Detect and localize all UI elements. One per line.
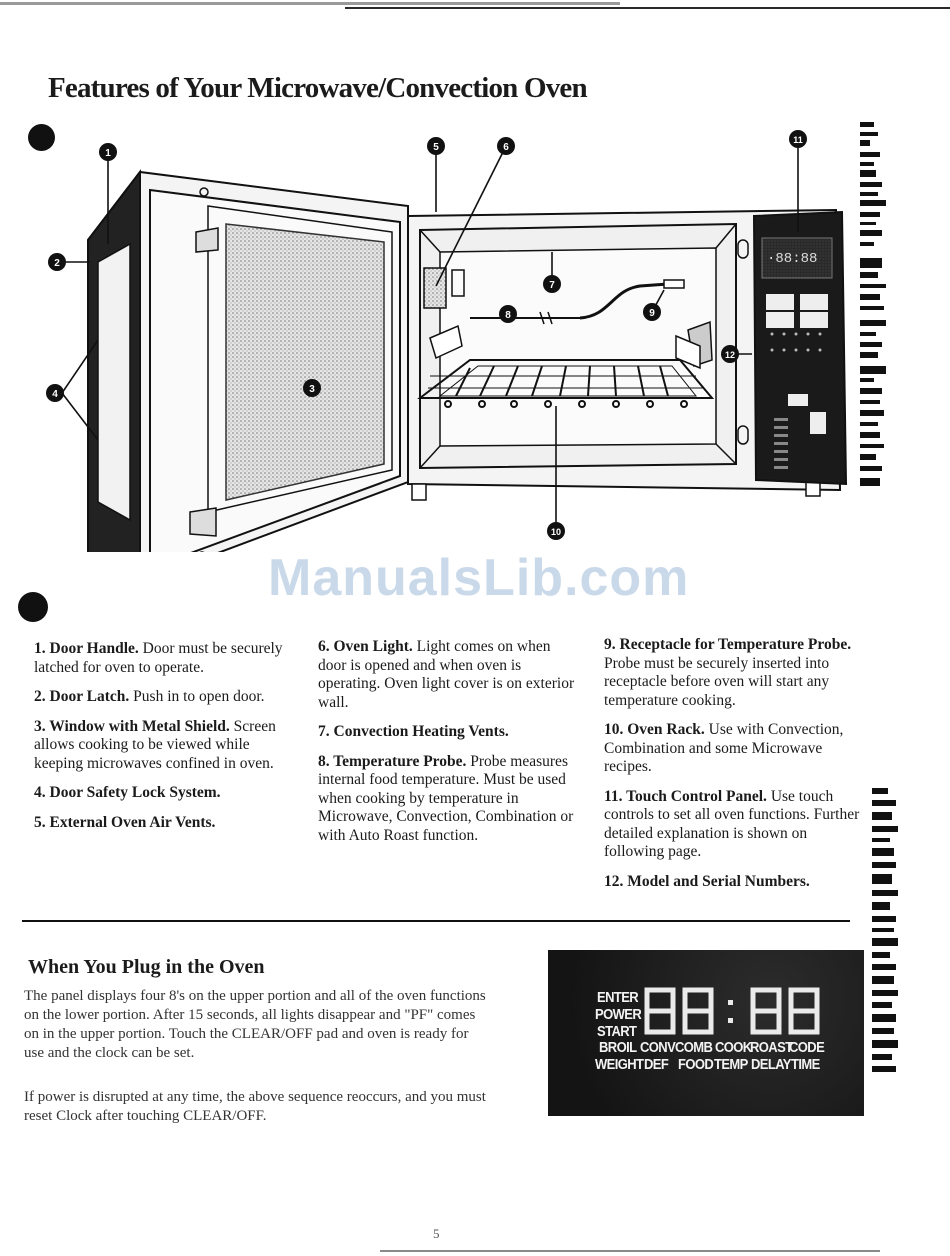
callout-label: 12 <box>724 350 736 360</box>
feature-item <box>34 718 296 774</box>
feature-item <box>34 640 296 677</box>
panel-label-broil: BROIL <box>599 1038 637 1056</box>
callout-label: 7 <box>549 280 555 291</box>
panel-label-code: CODE <box>789 1038 825 1056</box>
callout-12 <box>721 345 739 363</box>
section-paragraph: If power is disrupted at any time, the above sequence reoccurs, and you must reset Clock after touching CLEAR/OFF. <box>24 1089 486 1124</box>
feature-title: 12. Model and Serial Numbers. <box>604 872 810 890</box>
section-divider <box>22 920 850 922</box>
callout-4 <box>46 384 64 402</box>
feature-column-1 <box>34 640 296 843</box>
callout-3 <box>303 379 321 397</box>
watermark: ManualsLib.com <box>268 549 690 607</box>
feature-text: Probe measures internal food temperature. Must be used when cooking by temperature in Microwave, Convection, Combination or with Auto Roast function. <box>318 752 574 844</box>
callout-label: 3 <box>309 384 315 395</box>
feature-title: 4. Door Safety Lock System. <box>34 784 221 801</box>
bottom-scan-border <box>380 1250 880 1252</box>
feature-column-3 <box>604 636 866 902</box>
binder-hole-bottom <box>18 592 48 622</box>
panel-label-conv: CONV <box>640 1038 676 1056</box>
callout-7 <box>543 275 561 293</box>
panel-label-weight: WEIGHT <box>595 1055 644 1073</box>
feature-text: Door must be securely latched for oven to operate. <box>34 640 283 676</box>
page-number: 5 <box>433 1226 440 1241</box>
feature-text: Push in to open door. <box>129 688 265 705</box>
panel-label-time: TIME <box>791 1055 820 1073</box>
section-paragraph: The panel displays four 8's on the upper portion and all of the oven functions on the lower portion. After 15 seconds, all lights disappear and "PF" comes on in the upper portion. Touch the CLEAR/OFF pad and oven is ready for use and the clock can be set. <box>24 988 486 1061</box>
feature-title: 9. Receptacle for Temperature Probe. <box>604 636 852 653</box>
callout-label: 1 <box>105 148 111 159</box>
panel-label-food: FOOD <box>678 1055 714 1073</box>
panel-label-enter: ENTER <box>597 988 639 1006</box>
edge-marks-upper <box>858 120 908 500</box>
callout-label: 5 <box>433 142 439 153</box>
feature-text: Screen allows cooking to be viewed while keeping microwaves confined in oven. <box>34 717 276 772</box>
section-title: When You Plug in the Oven <box>28 956 265 978</box>
callout-label: 4 <box>52 389 58 400</box>
panel-label-temp: TEMP <box>714 1055 748 1073</box>
callout-8 <box>499 305 517 323</box>
oven-diagram <box>20 112 850 552</box>
feature-item <box>34 784 296 803</box>
feature-title: 6. Oven Light. <box>318 638 413 655</box>
panel-label-cook: COOK <box>715 1038 752 1056</box>
feature-text: Probe must be securely inserted into receptacle before oven will start any temperature cooking. <box>604 654 830 709</box>
feature-title: 8. Temperature Probe. <box>318 752 467 770</box>
top-scan-border <box>0 0 950 14</box>
feature-title: 5. External Oven Air Vents. <box>34 813 216 831</box>
feature-title: 3. Window with Metal Shield. <box>34 717 230 735</box>
edge-marks-lower <box>870 780 920 1080</box>
callout-11 <box>789 130 807 148</box>
panel-label-power: POWER <box>595 1005 642 1023</box>
callout-label: 8 <box>505 310 511 321</box>
feature-text: Use touch controls to set all oven functions. Further detailed explanation is shown on following page. <box>604 787 860 860</box>
feature-title: 2. Door Latch. <box>34 688 130 705</box>
feature-column-2 <box>318 638 580 856</box>
panel-label-comb: COMB <box>675 1038 713 1056</box>
panel-label-start: START <box>597 1022 637 1040</box>
feature-title: 11. Touch Control Panel. <box>604 787 767 805</box>
svg-text:·88:88: ·88:88 <box>767 251 818 267</box>
panel-label-def: DEF <box>644 1055 669 1073</box>
feature-text: Use with Convection, Combination and some Microwave recipes. <box>604 721 844 775</box>
feature-title: 1. Door Handle. <box>34 640 139 657</box>
callout-9 <box>643 303 661 321</box>
seven-segment-display <box>643 986 823 1036</box>
feature-item <box>604 873 866 892</box>
control-panel <box>754 212 846 484</box>
page-title: Features of Your Microwave/Convection Oven <box>48 72 587 104</box>
feature-item <box>318 638 580 712</box>
callout-1 <box>99 143 117 161</box>
callout-label: 2 <box>54 258 60 269</box>
feature-item <box>604 636 866 710</box>
feature-item <box>34 814 296 833</box>
feature-item <box>34 688 296 707</box>
callout-label: 9 <box>649 308 655 319</box>
display-panel-photo <box>548 950 864 1116</box>
callout-label: 6 <box>503 142 509 153</box>
callout-5 <box>427 137 445 155</box>
feature-item <box>604 721 866 777</box>
feature-item <box>318 753 580 846</box>
callout-label: 10 <box>550 527 562 537</box>
feature-item <box>604 788 866 862</box>
feature-item <box>318 723 580 742</box>
feature-text: Light comes on when door is opened and when oven is operating. Oven light cover is on exterior wall. <box>318 638 575 711</box>
feature-title: 10. Oven Rack. <box>604 721 705 738</box>
callout-label: 11 <box>793 135 803 145</box>
feature-title: 7. Convection Heating Vents. <box>318 723 509 740</box>
panel-label-delay: DELAY <box>751 1055 791 1073</box>
callout-6 <box>497 137 515 155</box>
panel-label-roast: ROAST <box>750 1038 793 1056</box>
oven-door <box>88 172 408 552</box>
callout-2 <box>48 253 66 271</box>
callout-10 <box>547 522 565 540</box>
